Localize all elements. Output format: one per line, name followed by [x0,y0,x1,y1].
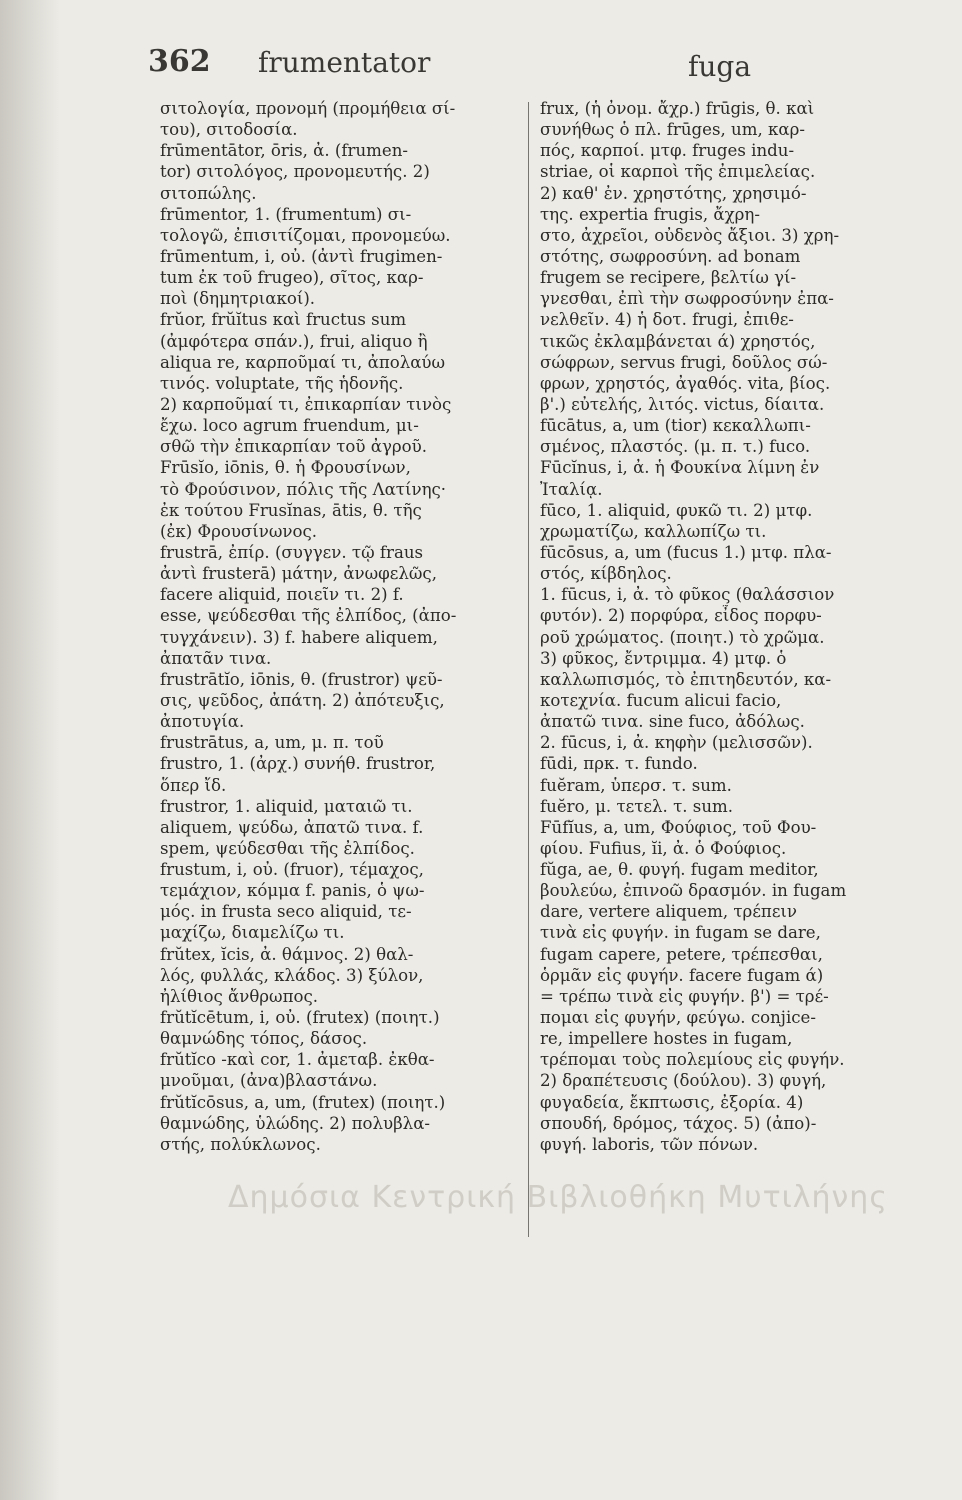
entry-line: ἀντὶ frusterā) μάτην, ἀνωφελῶς, [160,564,437,584]
entry-line: σις, ψεῦδος, ἀπάτη. 2) ἀπότευξις, [160,690,445,710]
entry-line: τρέπομαι τοὺς πολεμίους εἰς φυγήν. [540,1050,845,1070]
entry-line: esse, ψεύδεσθαι τῆς ἐλπίδος, (ἀπο- [160,606,457,626]
entry-line: θαμνώδης τόπος, δάσος. [160,1029,368,1049]
entry-line: frustrātĭo, iōnis, θ. (frustror) ψεῦ- [160,669,443,689]
entry-line: τικῶς ἐκλαμβάνεται ά) χρηστός, [540,331,816,351]
entry-line: frustrā, ἐπίρ. (συγγεν. τῷ fraus [160,542,424,562]
entry-line: ὅπερ ἴδ. [160,775,227,795]
entry-line: τεμάχιον, κόμμα f. panis, ὁ ψω- [160,881,425,901]
entry-line: Ἰταλίᾳ. [540,479,603,499]
entry-line: ὁρμᾶν εἰς φυγήν. facere fugam ά) [540,965,824,985]
entry-line: θαμνώδης, ὑλώδης. 2) πολυβλα- [160,1113,431,1133]
entry-line: frŭtĭcētum, i, οὐ. (frutex) (ποιητ.) [160,1008,440,1028]
entry-line: πός, καρποί. μτφ. fruges indu- [540,141,795,161]
entry-line: σμένος, πλαστός. (μ. π. τ.) fuco. [540,437,811,457]
entry-line: τινὰ εἰς φυγήν. in fugam se dare, [540,923,821,943]
entry-line: 2) καρποῦμαί τι, ἐπικαρπίαν τινὸς [160,394,452,414]
page-gutter-shadow [0,0,60,1500]
entry-line: striae, οἱ καρποὶ τῆς ἐπιμελείας. [540,162,816,182]
entry-line: ποὶ (δημητριακοί). [160,289,316,309]
entry-line: frūmentātor, ōris, ἀ. (frumen- [160,141,409,161]
running-head-left: frumentator [258,46,431,79]
entry-line: frŭtex, ĭcis, ἀ. θάμνος. 2) θαλ- [160,944,414,964]
entry-line: frŭtĭcōsus, a, um, (frutex) (ποιητ.) [160,1092,446,1112]
entry-line: β'.) εὐτελής, λιτός. victus, δίαιτα. [540,394,825,414]
entry-line: τολογῶ, ἐπισιτίζομαι, προνομεύω. [160,225,451,245]
entry-line: spem, ψεύδεσθαι τῆς ἐλπίδος. [160,838,415,858]
entry-line: στός, κίβδηλος. [540,564,672,584]
entry-line: στότης, σωφροσύνη. ad bonam [540,246,801,266]
entry-line: tor) σιτολόγος, προνομευτής. 2) [160,162,430,182]
entry-line: fūco, 1. aliquid, φυκῶ τι. 2) μτφ. [540,500,813,520]
entry-line: ἔχω. loco agrum fruendum, μι- [160,416,419,436]
entry-line: frustro, 1. (ἀρχ.) συνήθ. frustror, [160,754,436,774]
left-column [160,98,524,1155]
entry-line: κοτεχνία. fucum alicui facio, [540,690,782,710]
entry-line: μνοῦμαι, (ἀνα)βλαστάνω. [160,1071,378,1091]
entry-line: ἀπατῶ τινα. sine fuco, ἀδόλως. [540,712,805,732]
entry-line: frŭor, frŭĭtus καὶ fructus sum [160,310,407,330]
entry-line: φρων, χρηστός, ἀγαθός. vita, βίος. [540,373,831,393]
running-head-right: fuga [688,50,752,83]
entry-line: σπουδή, δρόμος, τάχος. 5) (ἀπο)- [540,1113,817,1133]
entry-line: Frūsĭo, iōnis, θ. ἡ Φρουσίνων, [160,458,411,478]
entry-line: frustrātus, a, um, μ. π. τοῦ [160,733,384,753]
entry-line: fūcōsus, a, um (fucus 1.) μτφ. πλα- [540,542,832,562]
entry-line: aliquem, ψεύδω, ἀπατῶ τινα. f. [160,817,424,837]
entry-line: χρωματίζω, καλλωπίζω τι. [540,521,767,541]
entry-line: νελθεῖν. 4) ἡ δοτ. frugi, ἐπιθε- [540,310,794,330]
entry-line: μός. in frusta seco aliquid, τε- [160,902,412,922]
entry-line: γνεσθαι, ἐπὶ τὴν σωφροσύνην ἐπα- [540,289,834,309]
entry-line: φυγή. laboris, τῶν πόνων. [540,1134,759,1154]
entry-line: πομαι εἰς φυγήν, φεύγω. conjice- [540,1008,816,1028]
entry-line: aliqua re, καρποῦμαί τι, ἀπολαύω [160,352,446,372]
entry-line: φυγαδεία, ἔκπτωσις, ἐξορία. 4) [540,1092,804,1112]
entry-line: μαχίζω, διαμελίζω τι. [160,923,345,943]
page-header [140,40,880,90]
entry-line: 2) καθ' ἐν. χρηστότης, χρησιμό- [540,183,807,203]
entry-line: λός, φυλλάς, κλάδος. 3) ξύλον, [160,965,424,985]
entry-line: fŭga, ae, θ. φυγή. fugam meditor, [540,860,819,880]
entry-line: τὸ Φρούσινον, πόλις τῆς Λατίνης· [160,479,447,499]
entry-line: frux, (ἡ ὀνομ. ἄχρ.) frūgis, θ. καὶ [540,99,815,118]
entry-line: frūmentum, i, οὐ. (ἀντὶ frugimen- [160,246,443,266]
entry-line: ἐκ τούτου Frusĭnas, ātis, θ. τῆς [160,500,422,520]
entry-line: σθῶ τὴν ἐπικαρπίαν τοῦ ἀγροῦ. [160,437,427,457]
entry-line: frūmentor, 1. (frumentum) σι- [160,204,412,224]
entry-line: ἀπατᾶν τινα. [160,648,272,668]
entry-line: fuĕro, μ. τετελ. τ. sum. [540,796,734,816]
entry-line: frugem se recipere, βελτίω γί- [540,268,797,288]
entry-line: σιτοπώλης. [160,183,257,203]
entry-line: fūdi, πρκ. τ. fundo. [540,754,698,774]
library-watermark: Δημόσια Κεντρική Βιβλιοθήκη Μυτιλήνης [228,1180,888,1215]
entry-line: fūcātus, a, um (tior) κεκαλλωπι- [540,416,811,436]
entry-line: 1. fūcus, i, ἀ. τὸ φῦκος (θαλάσσιον [540,585,835,605]
entry-line: φυτόν). 2) πορφύρα, εἶδος πορφυ- [540,606,822,626]
entry-line: φίου. Fufius, ĭi, ἀ. ὁ Φούφιος. [540,838,787,858]
entry-line: ἠλίθιος ἄνθρωπος. [160,986,319,1006]
entry-line: 2) δραπέτευσις (δούλου). 3) φυγή, [540,1071,827,1091]
entry-line: tum ἐκ τοῦ frugeo), σῖτος, καρ- [160,268,424,288]
entry-line: τυγχάνειν). 3) f. habere aliquem, [160,627,438,647]
entry-line: της. expertia frugis, ἄχρη- [540,204,760,224]
entry-line: σιτολογία, προνομή (προμήθεια σί- [160,99,456,118]
entry-line: frustror, 1. aliquid, ματαιῶ τι. [160,796,413,816]
entry-line: Fūcĭnus, i, ἀ. ἡ Φουκίνα λίμνη ἐν [540,458,820,478]
entry-line: 2. fūcus, i, ἀ. κηφὴν (μελισσῶν). [540,733,813,753]
entry-line: Fūfĭus, a, um, Φούφιος, τοῦ Φου- [540,817,817,837]
right-column [540,98,904,1155]
entry-line: στο, ἀχρεῖοι, οὐδενὸς ἄξιοι. 3) χρη- [540,225,840,245]
entry-line: re, impellere hostes in fugam, [540,1029,793,1049]
entry-line: καλλωπισμός, τὸ ἐπιτηδευτόν, κα- [540,669,832,689]
entry-line: (ἀμφότερα σπάν.), frui, aliquo ἢ [160,331,428,351]
entry-line: fugam capere, petere, τρέπεσθαι, [540,944,823,964]
entry-line: dare, vertere aliquem, τρέπειν [540,902,798,922]
page-number: 362 [148,44,211,79]
entry-line: frustum, i, οὐ. (fruor), τέμαχος, [160,860,424,880]
entry-line: = τρέπω τινὰ εἰς φυγήν. β') = τρέ- [540,986,829,1006]
entry-line: του), σιτοδοσία. [160,120,298,140]
entry-line: τινός. voluptate, τῆς ἡδονῆς. [160,373,404,393]
entry-line: ροῦ χρώματος. (ποιητ.) τὸ χρῶμα. [540,627,825,647]
entry-line: στής, πολύκλωνος. [160,1134,321,1154]
entry-line: facere aliquid, ποιεῖν τι. 2) f. [160,585,404,605]
entry-line: (ἐκ) Φρουσίνωνος. [160,521,318,541]
entry-line: βουλεύω, ἐπινοῶ δρασμόν. in fugam [540,881,847,901]
entry-line: ἀποτυγία. [160,712,245,732]
entry-line: 3) φῦκος, ἔντριμμα. 4) μτφ. ὁ [540,648,787,668]
entry-line: σώφρων, servus frugi, δοῦλος σώ- [540,352,828,372]
entry-line: frŭtĭco -καὶ cor, 1. ἀμεταβ. ἐκθα- [160,1050,435,1070]
column-divider [528,102,529,1237]
entry-line: συνήθως ὁ πλ. frūges, um, καρ- [540,120,805,140]
entry-line: fuĕram, ὑπερσ. τ. sum. [540,775,732,795]
